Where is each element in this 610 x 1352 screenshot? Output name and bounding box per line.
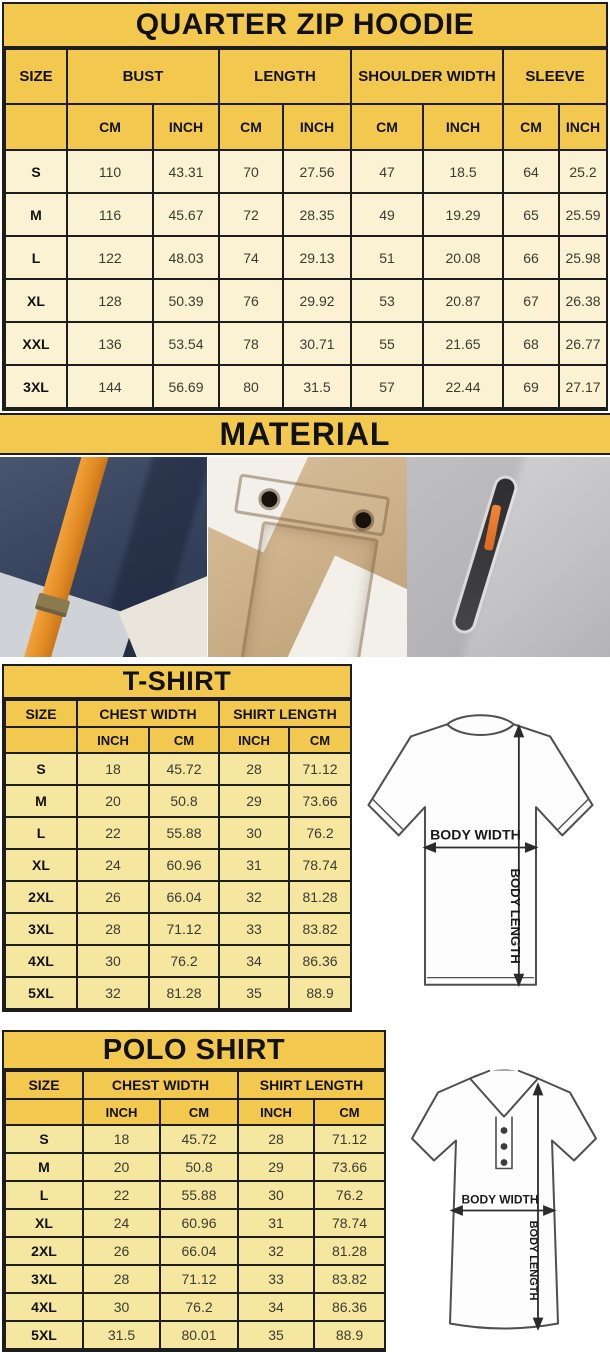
measurement-cell: 27.56 [283,150,351,193]
measurement-cell: 67 [503,279,559,322]
material-banner: MATERIAL [0,413,610,455]
measurement-cell: 47 [351,150,423,193]
body-width-label: BODY WIDTH [430,826,521,843]
size-row [5,1153,385,1181]
measurement-cell: 29 [238,1153,314,1181]
measurement-cell: 19.29 [423,193,503,236]
snap-button [354,511,372,529]
measurement-cell: 56.69 [153,365,219,408]
measurement-cell: 49 [351,193,423,236]
measurement-cell: 24 [77,849,149,881]
measurement-cell: 28 [238,1125,314,1153]
measurement-cell: 66 [503,236,559,279]
size-row [5,1321,385,1349]
measurement-cell: 51 [351,236,423,279]
size-label: XL [5,849,77,881]
measurement-cell: 30 [83,1293,160,1321]
size-label: 4XL [5,945,77,977]
size-row [5,817,351,849]
measurement-cell: 65 [503,193,559,236]
measurement-cell: 25.2 [559,150,607,193]
column-header: SHIRT LENGTH [238,1071,385,1099]
unit-header: INCH [77,727,149,753]
measurement-cell: 71.12 [289,753,351,785]
unit-header: INCH [238,1099,314,1125]
drawstring-buckle [36,592,70,613]
tshirt-size-chart-panel [2,664,352,1012]
size-row [5,785,351,817]
measurement-cell: 31 [219,849,289,881]
measurement-cell: 28 [219,753,289,785]
measurement-cell: 78.74 [289,849,351,881]
column-header: SIZE [5,49,67,104]
measurement-cell: 34 [219,945,289,977]
measurement-cell: 80.01 [160,1321,238,1349]
measurement-cell: 30 [238,1181,314,1209]
unit-header: INCH [283,104,351,150]
measurement-cell: 50.8 [149,785,219,817]
measurement-cell: 55.88 [160,1181,238,1209]
unit-header: CM [314,1099,385,1125]
measurement-cell: 25.59 [559,193,607,236]
tshirt-table-title: T-SHIRT [4,666,350,699]
measurement-cell: 76 [219,279,283,322]
unit-header: CM [67,104,153,150]
unit-header [5,727,77,753]
size-row [5,1237,385,1265]
measurement-cell: 76.2 [289,817,351,849]
size-label: S [5,150,67,193]
measurement-cell: 26.38 [559,279,607,322]
measurement-cell: 88.9 [289,977,351,1009]
polo-size-chart-panel [2,1030,386,1352]
measurement-cell: 24 [83,1209,160,1237]
measurement-cell: 73.66 [289,785,351,817]
measurement-cell: 18 [77,753,149,785]
size-label: M [5,785,77,817]
measurement-cell: 76.2 [160,1293,238,1321]
measurement-cell: 78.74 [314,1209,385,1237]
hoodie-table-title: QUARTER ZIP HOODIE [4,4,606,48]
size-row [5,279,607,322]
size-row [5,365,607,408]
size-label: 2XL [5,1237,83,1265]
khaki-pocket [239,521,379,657]
size-row [5,1265,385,1293]
size-row [5,913,351,945]
body-length-label: BODY LENGTH [527,1220,539,1301]
size-label: 3XL [5,913,77,945]
measurement-cell: 26 [77,881,149,913]
measurement-cell: 22 [77,817,149,849]
measurement-cell: 33 [238,1265,314,1293]
measurement-cell: 32 [238,1237,314,1265]
measurement-cell: 66.04 [149,881,219,913]
column-header: SLEEVE [503,49,607,104]
size-label: S [5,1125,83,1153]
measurement-cell: 60.96 [160,1209,238,1237]
size-row [5,849,351,881]
measurement-cell: 29 [219,785,289,817]
size-label: XL [5,1209,83,1237]
measurement-cell: 122 [67,236,153,279]
unit-header: CM [351,104,423,150]
column-header-row [5,700,351,727]
measurement-cell: 81.28 [149,977,219,1009]
polo-diagram [398,1040,610,1346]
size-label: L [5,236,67,279]
measurement-cell: 71.12 [160,1265,238,1293]
measurement-cell: 53.54 [153,322,219,365]
size-label: L [5,1181,83,1209]
size-row [5,1125,385,1153]
measurement-cell: 86.36 [314,1293,385,1321]
size-row [5,193,607,236]
size-label: M [5,1153,83,1181]
hoodie-size-chart-panel [2,2,608,411]
polo-table-title: POLO SHIRT [4,1032,384,1070]
size-label: XXL [5,322,67,365]
measurement-cell: 88.9 [314,1321,385,1349]
measurement-cell: 20.87 [423,279,503,322]
column-header-row [5,1071,385,1099]
column-header: BUST [67,49,219,104]
measurement-cell: 64 [503,150,559,193]
hoodie-size-table [4,48,608,409]
column-header: SHOULDER WIDTH [351,49,503,104]
tshirt-size-table [4,699,352,1010]
measurement-cell: 70 [219,150,283,193]
material-photo-gray-zipper [407,457,610,657]
size-label: 5XL [5,1321,83,1349]
unit-header [5,1099,83,1125]
measurement-cell: 144 [67,365,153,408]
unit-header: INCH [423,104,503,150]
size-row [5,150,607,193]
measurement-cell: 29.92 [283,279,351,322]
measurement-cell: 81.28 [314,1237,385,1265]
unit-header: INCH [219,727,289,753]
measurement-cell: 110 [67,150,153,193]
measurement-cell: 136 [67,322,153,365]
measurement-cell: 83.82 [289,913,351,945]
size-row [5,945,351,977]
measurement-cell: 74 [219,236,283,279]
measurement-cell: 50.39 [153,279,219,322]
measurement-cell: 53 [351,279,423,322]
measurement-cell: 48.03 [153,236,219,279]
measurement-cell: 26 [83,1237,160,1265]
measurement-cell: 21.65 [423,322,503,365]
measurement-cell: 20 [83,1153,160,1181]
measurement-cell: 83.82 [314,1265,385,1293]
measurement-cell: 28 [83,1265,160,1293]
measurement-cell: 86.36 [289,945,351,977]
snap-button [260,490,278,508]
unit-header [5,104,67,150]
size-row [5,881,351,913]
measurement-cell: 55 [351,322,423,365]
measurement-cell: 30.71 [283,322,351,365]
measurement-cell: 35 [219,977,289,1009]
measurement-cell: 68 [503,322,559,365]
measurement-cell: 72 [219,193,283,236]
measurement-cell: 45.72 [149,753,219,785]
measurement-cell: 28.35 [283,193,351,236]
column-header: SHIRT LENGTH [219,700,351,727]
measurement-cell: 45.67 [153,193,219,236]
size-label: 3XL [5,1265,83,1293]
size-label: 5XL [5,977,77,1009]
measurement-cell: 31.5 [283,365,351,408]
size-row [5,753,351,785]
size-row [5,977,351,1009]
polo-size-table [4,1070,386,1350]
unit-row [5,1099,385,1125]
measurement-cell: 116 [67,193,153,236]
measurement-cell: 18.5 [423,150,503,193]
size-row [5,322,607,365]
column-header: CHEST WIDTH [83,1071,238,1099]
measurement-cell: 35 [238,1321,314,1349]
measurement-cell: 45.72 [160,1125,238,1153]
body-width-label: BODY WIDTH [461,1192,539,1207]
body-length-label: BODY LENGTH [507,868,523,964]
measurement-cell: 25.98 [559,236,607,279]
measurement-cell: 76.2 [314,1181,385,1209]
measurement-cell: 22.44 [423,365,503,408]
measurement-cell: 50.8 [160,1153,238,1181]
measurement-cell: 26.77 [559,322,607,365]
measurement-cell: 34 [238,1293,314,1321]
measurement-cell: 69 [503,365,559,408]
unit-header: CM [503,104,559,150]
measurement-cell: 31.5 [83,1321,160,1349]
measurement-cell: 81.28 [289,881,351,913]
column-header: CHEST WIDTH [77,700,219,727]
unit-row [5,727,351,753]
measurement-cell: 78 [219,322,283,365]
unit-header: INCH [83,1099,160,1125]
measurement-cell: 57 [351,365,423,408]
measurement-cell: 66.04 [160,1237,238,1265]
measurement-cell: 80 [219,365,283,408]
column-header: SIZE [5,700,77,727]
measurement-cell: 71.12 [314,1125,385,1153]
size-label: S [5,753,77,785]
measurement-cell: 76.2 [149,945,219,977]
size-row [5,1181,385,1209]
size-label: XL [5,279,67,322]
measurement-cell: 20 [77,785,149,817]
material-photo-navy-drawstring [0,457,207,657]
measurement-cell: 22 [83,1181,160,1209]
material-photo-strip [0,457,610,657]
size-label: 2XL [5,881,77,913]
measurement-cell: 73.66 [314,1153,385,1181]
size-label: M [5,193,67,236]
unit-row [5,104,607,150]
material-photo-khaki-pocket [208,457,407,657]
measurement-cell: 31 [238,1209,314,1237]
measurement-cell: 33 [219,913,289,945]
measurement-cell: 28 [77,913,149,945]
measurement-cell: 128 [67,279,153,322]
column-header-row [5,49,607,104]
size-row [5,1209,385,1237]
unit-header: CM [149,727,219,753]
unit-header: INCH [153,104,219,150]
column-header: LENGTH [219,49,351,104]
measurement-cell: 29.13 [283,236,351,279]
unit-header: CM [160,1099,238,1125]
size-label: 4XL [5,1293,83,1321]
measurement-cell: 20.08 [423,236,503,279]
measurement-cell: 55.88 [149,817,219,849]
size-row [5,236,607,279]
measurement-cell: 30 [219,817,289,849]
tshirt-diagram [352,686,610,1014]
measurement-cell: 32 [219,881,289,913]
measurement-cell: 43.31 [153,150,219,193]
measurement-cell: 30 [77,945,149,977]
measurement-cell: 60.96 [149,849,219,881]
unit-header: CM [219,104,283,150]
measurement-cell: 32 [77,977,149,1009]
unit-header: CM [289,727,351,753]
size-row [5,1293,385,1321]
size-label: L [5,817,77,849]
measurement-cell: 27.17 [559,365,607,408]
measurement-cell: 18 [83,1125,160,1153]
column-header: SIZE [5,1071,83,1099]
measurement-cell: 71.12 [149,913,219,945]
size-label: 3XL [5,365,67,408]
unit-header: INCH [559,104,607,150]
